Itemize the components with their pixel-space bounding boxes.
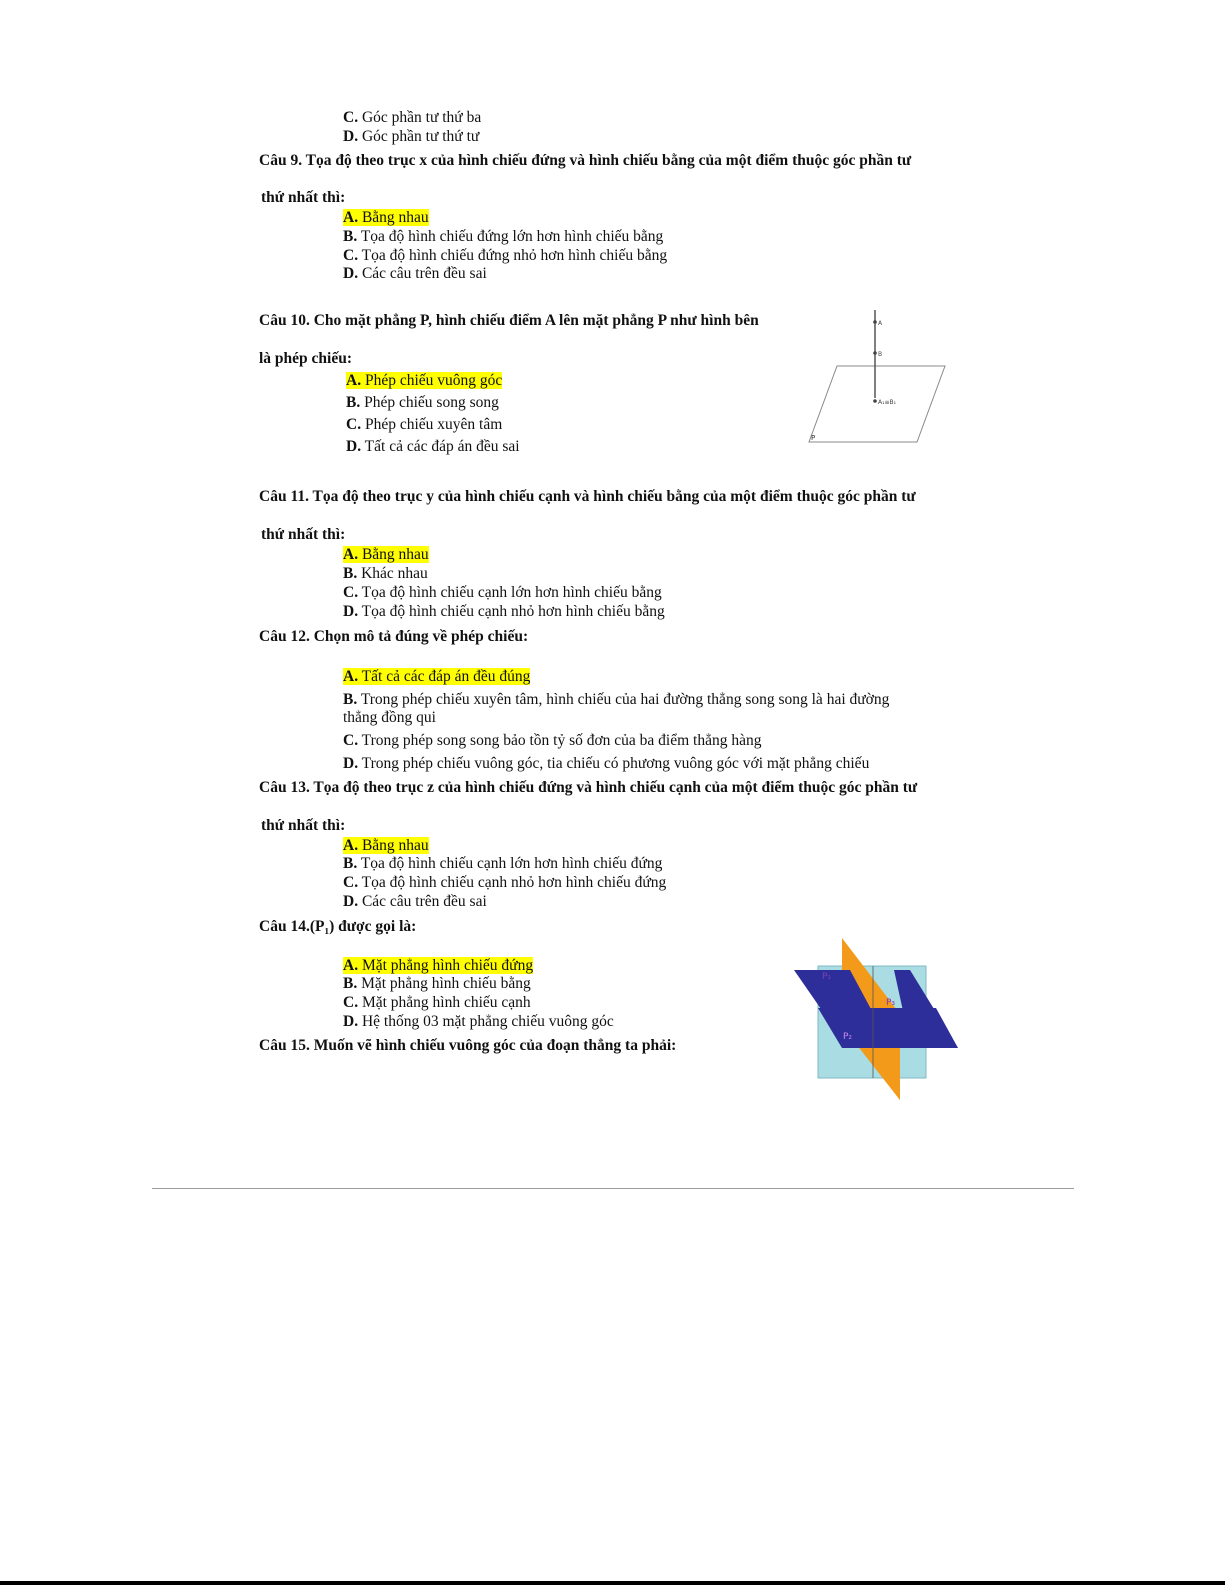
three-planes-figure (790, 936, 960, 1100)
bottom-bar (0, 1581, 1225, 1585)
q9-option-c: C. Tọa độ hình chiếu đứng nhỏ hơn hình chiếu bằng (343, 247, 668, 264)
q9-option-b: B. Tọa độ hình chiếu đứng lớn hơn hình chiếu bằng (343, 228, 664, 245)
label-ab: A₁≡B₁ (878, 399, 897, 406)
plane-p-shape (809, 366, 945, 442)
q9-option-d: D. Các câu trên đều sai (343, 265, 487, 282)
q11-option-b: B. Khác nhau (343, 565, 428, 582)
q14-option-a: A. Mặt phẳng hình chiếu đứng (343, 957, 534, 974)
q10-option-a: A. Phép chiếu vuông góc (346, 372, 503, 389)
q13-option-c: C. Tọa độ hình chiếu cạnh nhỏ hơn hình chiếu đứng (343, 874, 667, 891)
q12-option-d: D. Trong phép chiếu vuông góc, tia chiếu có phương vuông góc với mặt phẳng chiếu (343, 755, 870, 772)
question-15-title: Câu 15. Muốn vẽ hình chiếu vuông góc của đoạn thẳng ta phải: (259, 1037, 677, 1054)
question-10-title: Câu 10. Cho mặt phẳng P, hình chiếu điểm A lên mặt phẳng P như hình bên (259, 312, 759, 329)
option-c: C. Góc phần tư thứ ba (343, 109, 482, 126)
question-11-title: Câu 11. Tọa độ theo trục y của hình chiếu cạnh và hình chiếu bằng của một điểm thuộc góc phần tư (259, 488, 916, 505)
q14-option-d: D. Hệ thống 03 mặt phẳng chiếu vuông góc (343, 1013, 614, 1030)
projection-plane-figure (805, 308, 950, 450)
point-b (873, 351, 877, 355)
q11-option-a: A. Bằng nhau (343, 546, 429, 563)
question-10-title-cont: là phép chiếu: (259, 350, 353, 367)
label-p3: P₃ (886, 998, 896, 1008)
q14-option-b: B. Mặt phẳng hình chiếu bằng (343, 975, 531, 992)
question-9-title: Câu 9. Tọa độ theo trục x của hình chiếu đứng và hình chiếu bằng của một điểm thuộc góc phần tư (259, 152, 912, 169)
q13-option-b: B. Tọa độ hình chiếu cạnh lớn hơn hình chiếu đứng (343, 855, 663, 872)
q10-option-b: B. Phép chiếu song song (346, 394, 499, 411)
question-9-title-cont: thứ nhất thì: (261, 189, 346, 206)
q12-option-b: B. Trong phép chiếu xuyên tâm, hình chiếu của hai đường thẳng song song là hai đường (343, 691, 890, 708)
point-a (873, 320, 877, 324)
q12-option-b-cont: thẳng đồng qui (343, 709, 436, 726)
q13-option-a: A. Bằng nhau (343, 837, 429, 854)
q11-option-d: D. Tọa độ hình chiếu cạnh nhỏ hơn hình chiếu bằng (343, 603, 665, 620)
plane-p2-front-band (818, 1008, 958, 1048)
label-b: B (878, 351, 883, 358)
point-ab-projection (873, 399, 877, 403)
question-11-title-cont: thứ nhất thì: (261, 526, 346, 543)
option-d: D. Góc phần tư thứ tư (343, 128, 480, 145)
label-a: A (878, 320, 883, 327)
question-13-title: Câu 13. Tọa độ theo trục z của hình chiếu đứng và hình chiếu cạnh của một điểm thuộc góc phần tư (259, 779, 918, 796)
q13-option-d: D. Các câu trên đều sai (343, 893, 487, 910)
question-12-title: Câu 12. Chọn mô tả đúng về phép chiếu: (259, 628, 529, 645)
page-divider (152, 1188, 1074, 1189)
label-p: P (811, 434, 816, 442)
label-p2: P₂ (843, 1032, 853, 1042)
q14-option-c: C. Mặt phẳng hình chiếu cạnh (343, 994, 531, 1011)
q9-option-a: A. Bằng nhau (343, 209, 429, 226)
label-p1: P₁ (822, 972, 832, 982)
q12-option-a: A. Tất cả các đáp án đều đúng (343, 668, 531, 685)
question-13-title-cont: thứ nhất thì: (261, 817, 346, 834)
q10-option-c: C. Phép chiếu xuyên tâm (346, 416, 503, 433)
q11-option-c: C. Tọa độ hình chiếu cạnh lớn hơn hình chiếu bằng (343, 584, 662, 601)
q10-option-d: D. Tất cả các đáp án đều sai (346, 438, 520, 455)
q12-option-c: C. Trong phép song song bảo tồn tỷ số đơn của ba điểm thẳng hàng (343, 732, 762, 749)
question-14-title: Câu 14.(P₁) được gọi là: (259, 918, 417, 935)
